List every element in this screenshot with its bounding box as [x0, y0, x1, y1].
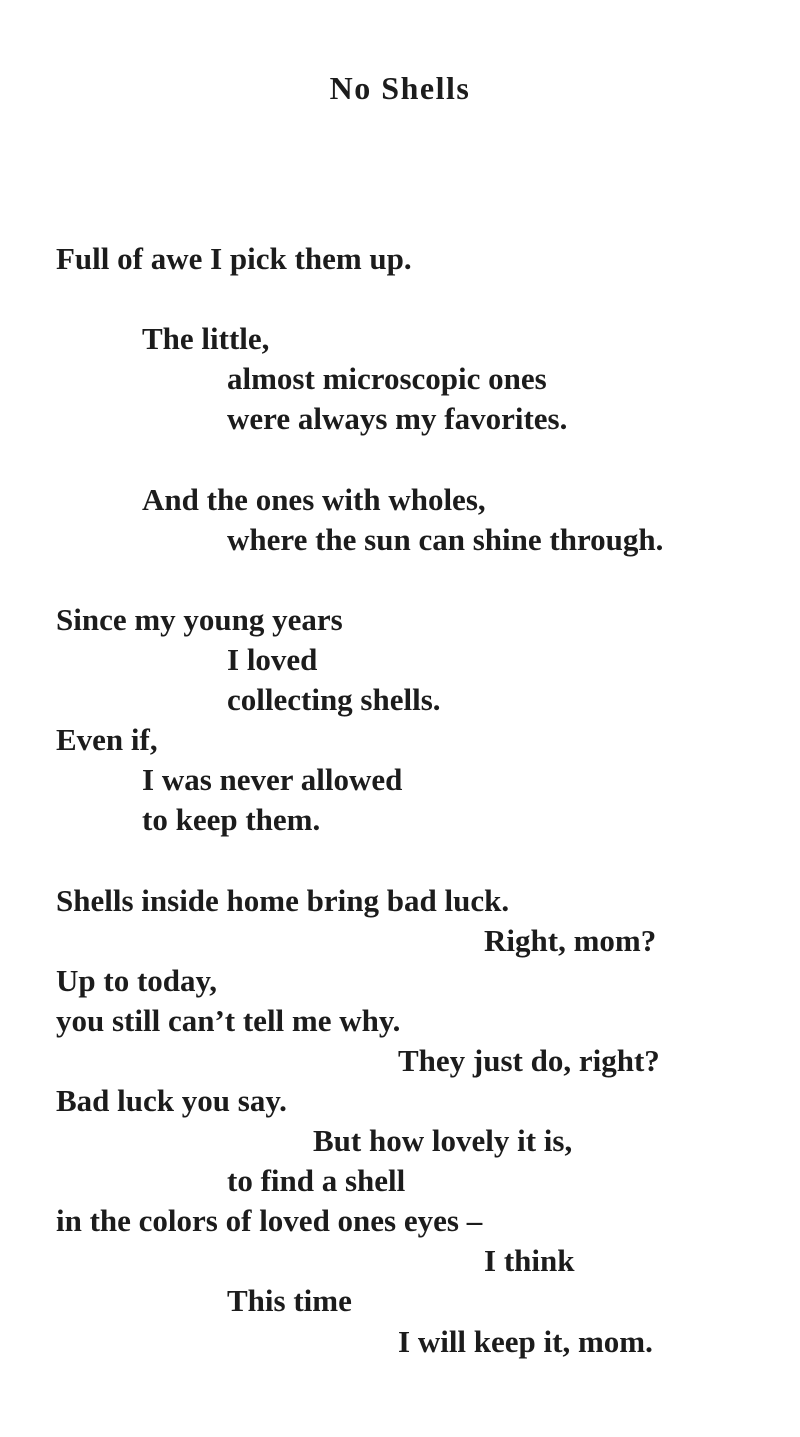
poem-line: to keep them. — [142, 802, 321, 838]
poem-body — [56, 239, 776, 1362]
poem-title: No Shells — [329, 70, 471, 106]
poem-line: were always my favorites. — [227, 401, 568, 437]
stanza-break — [56, 279, 776, 319]
poem-line: I was never allowed — [142, 762, 403, 798]
stanza-break — [56, 560, 776, 600]
poem-line: I loved — [227, 641, 318, 677]
poem-line: almost microscopic ones — [227, 361, 547, 397]
poem-line: Full of awe I pick them up. — [56, 241, 412, 276]
poem-line: This time — [227, 1283, 352, 1319]
poem-line: you still can’t tell me why. — [56, 1002, 401, 1038]
poem-line: to find a shell — [227, 1163, 406, 1199]
poem-line: But how lovely it is, — [313, 1123, 573, 1159]
poem-line: where the sun can shine through. — [227, 521, 664, 557]
poem-line: collecting shells. — [227, 682, 441, 718]
poem-line: I will keep it, mom. — [398, 1323, 653, 1359]
stanza-break — [56, 840, 776, 880]
poem-line: Even if, — [56, 722, 158, 758]
poem-line: Right, mom? — [484, 922, 657, 958]
poem-line: They just do, right? — [398, 1042, 660, 1078]
poem-line: Shells inside home bring bad luck. — [56, 882, 510, 918]
poem-line: Bad luck you say. — [56, 1082, 287, 1118]
poem-line: The little, — [142, 321, 270, 357]
poem-line: Since my young years — [56, 601, 343, 637]
poem-line: And the ones with wholes, — [142, 481, 486, 517]
poem-line: in the colors of loved ones eyes – — [56, 1203, 483, 1239]
poem-line: I think — [484, 1243, 575, 1279]
poem-line: Up to today, — [56, 962, 218, 998]
stanza-break — [56, 439, 776, 479]
